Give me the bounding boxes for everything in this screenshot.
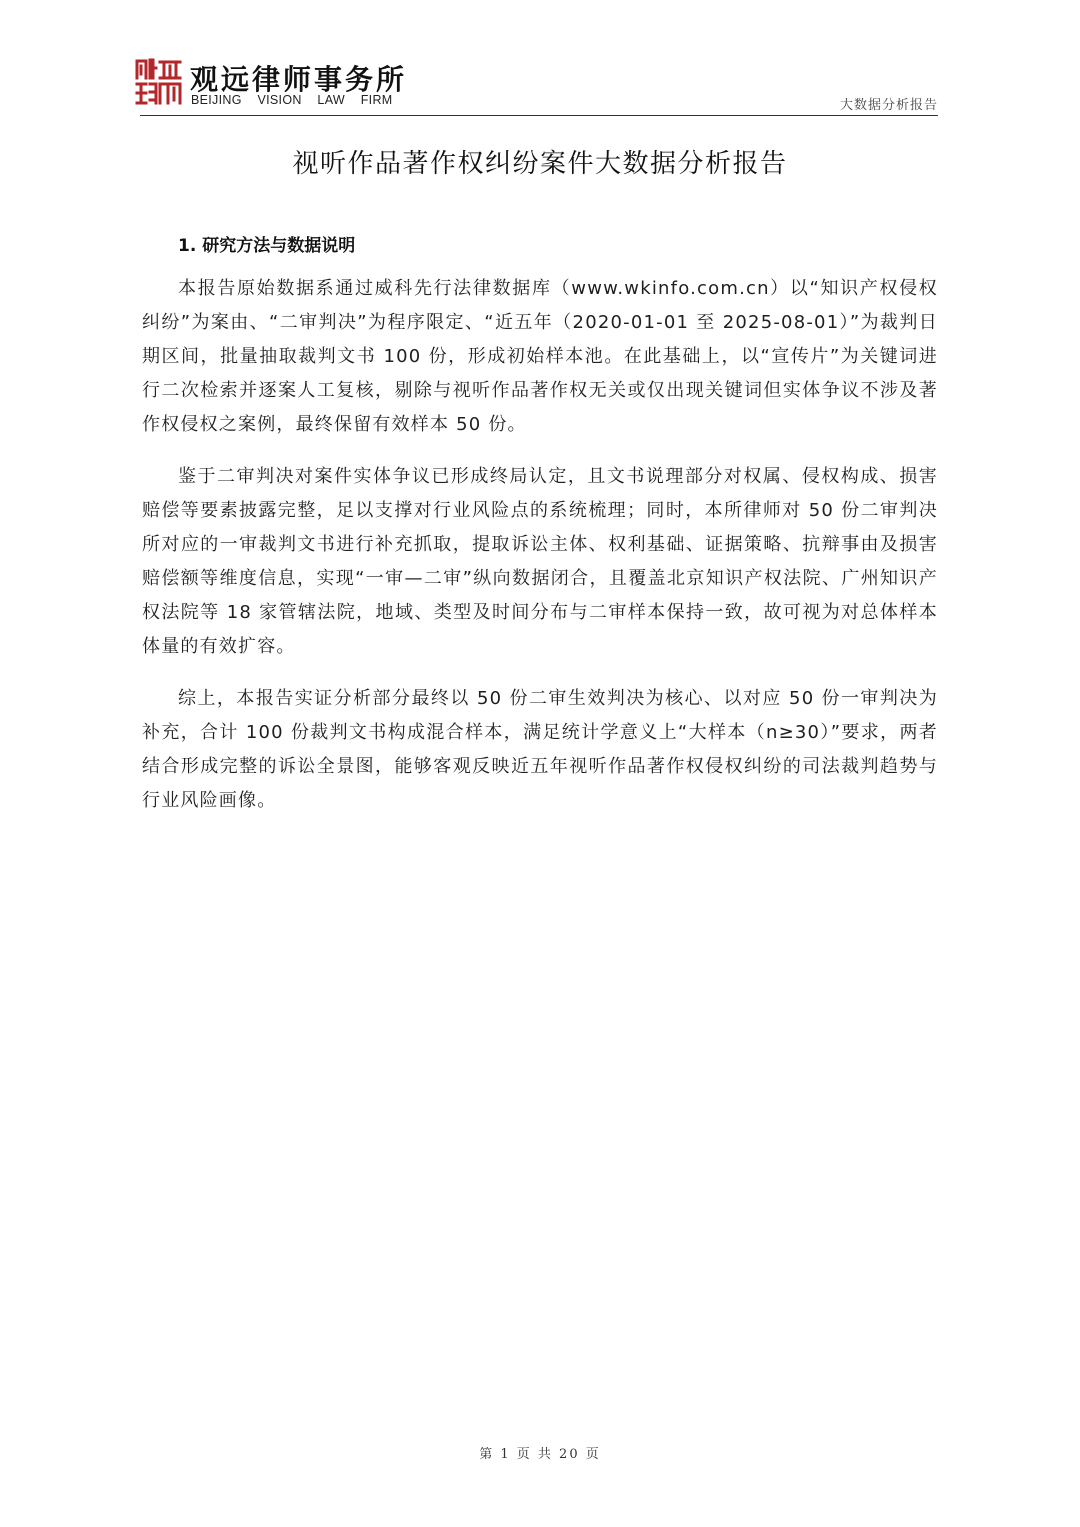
firm-name-cn: 观远律师事务所 xyxy=(190,63,408,96)
paragraph-conclusion: 综上，本报告实证分析部分最终以 50 份二审生效判决为核心、以对应 50 份一审判决为补充，合计 100 份裁判文书构成混合样本，满足统计学意义上“大样本（n≥30）”要求，两者结合形成完整的诉讼全景图，能够客观反映近五年视听作品著作权侵权纠纷的司法裁判趋势与行业风险画像。 xyxy=(142,688,938,811)
page-number: 第 1 页 共 20 页 xyxy=(479,1447,601,1462)
section-heading: 1. 研究方法与数据说明 xyxy=(178,236,356,256)
paragraph-data-source: 本报告原始数据系通过威科先行法律数据库（www.wkinfo.com.cn）以“知识产权侵权纠纷”为案由、“二审判决”为程序限定、“近五年（2020-01-01 至 2025-08-01）”为裁判日期区间，批量抽取裁判文书 100 份，形成初始样本池。在此基础上，以“宣传片”为关键词进行二次检索并逐案人工复核，剔除与视听作品著作权无关或仅出现关键词但实体争议不涉及著作权侵权之案例，最终保留有效样本 50 份。 xyxy=(142,278,938,435)
document-body xyxy=(142,226,938,836)
document-title: 视听作品著作权纠纷案件大数据分析报告 xyxy=(292,149,788,179)
firm-seal-logo-icon xyxy=(134,56,182,106)
paragraph-sample-expansion: 鉴于二审判决对案件实体争议已形成终局认定，且文书说理部分对权属、侵权构成、损害赔偿等要素披露完整，足以支撑对行业风险点的系统梳理；同时，本所律师对 50 份二审判决所对应的一审裁判文书进行补充抓取，提取诉讼主体、权利基础、证据策略、抗辩事由及损害赔偿额等维度信息，实现“一审—二审”纵向数据闭合，且覆盖北京知识产权法院、广州知识产权法院等 18 家管辖法院，地域、类型及时间分布与二审样本保持一致，故可视为对总体样本体量的有效扩容。 xyxy=(142,466,938,657)
firm-name-en: BEIJING VISION LAW FIRM xyxy=(191,93,393,107)
report-type-label: 大数据分析报告 xyxy=(839,98,938,113)
header-divider xyxy=(140,115,938,116)
